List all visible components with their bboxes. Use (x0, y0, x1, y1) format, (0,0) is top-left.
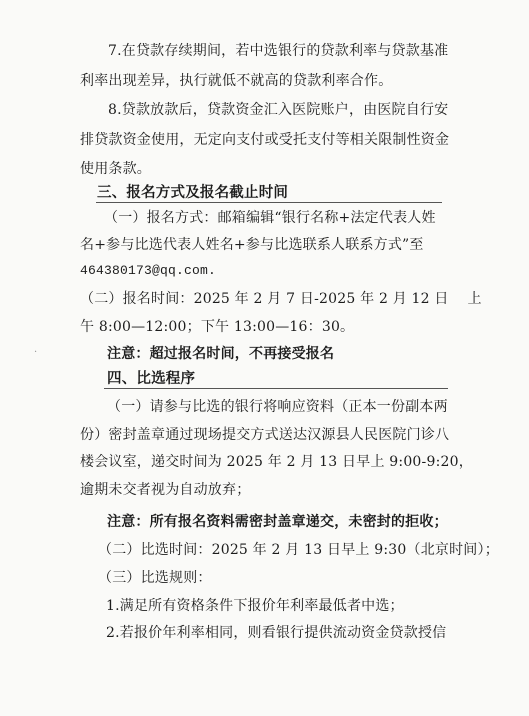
heading-underline (104, 388, 448, 389)
text-line: 午 8:00—12:00；下午 13:00—16：30。 (80, 319, 355, 335)
text-line: 排贷款资金使用，无定向支付或受托支付等相关限制性资金 (80, 132, 450, 148)
notice-line: 注意：超过报名时间，不再接受报名 (107, 346, 335, 362)
heading-underline (96, 202, 442, 203)
text-line: 名+参与比选代表人姓名+参与比选联系人联系方式”至 (80, 237, 424, 253)
text-line: 楼会议室，递交时间为 2025 年 2 月 13 日早上 9:00-9:20， (80, 454, 473, 470)
text-line: （二）报名时间：2025 年 2 月 7 日-2025 年 2 月 12 日 上 (80, 291, 482, 307)
section-heading: 三、报名方式及报名截止时间 (97, 185, 289, 201)
text-line: （一）报名方式：邮箱编辑“银行名称+法定代表人姓 (104, 210, 436, 226)
text-line: （二）比选时间：2025 年 2 月 13 日早上 9:30（北京时间）； (98, 542, 499, 558)
notice-line: 注意：所有报名资料需密封盖章递交，未密封的拒收； (107, 514, 448, 530)
section-heading: 四、比选程序 (107, 371, 196, 387)
text-line: 8.贷款放款后，贷款资金汇入医院账户，由医院自行安 (108, 102, 449, 118)
text-line: 7.在贷款存续期间，若中选银行的贷款利率与贷款基准 (108, 43, 449, 59)
text-line: 份）密封盖章通过现场提交方式送达汉源县人民医院门诊八 (80, 427, 450, 443)
scan-speck: · (34, 347, 38, 358)
text-line: （三）比选规则： (98, 570, 212, 586)
text-line: 使用条款。 (80, 161, 151, 177)
text-line: 2.若报价年利率相同，则看银行提供流动资金贷款授信 (106, 625, 447, 641)
email-line: 464380173@qq.com. (80, 263, 217, 278)
text-line: （一）请参与比选的银行将响应资料（正本一份副本两 (107, 399, 448, 415)
text-line: 1.满足所有资格条件下报价年利率最低者中选； (106, 598, 404, 614)
text-line: 利率出现差异，执行就低不就高的贷款利率合作。 (80, 73, 393, 89)
text-line: 逾期未交者视为自动放弃； (80, 482, 251, 498)
